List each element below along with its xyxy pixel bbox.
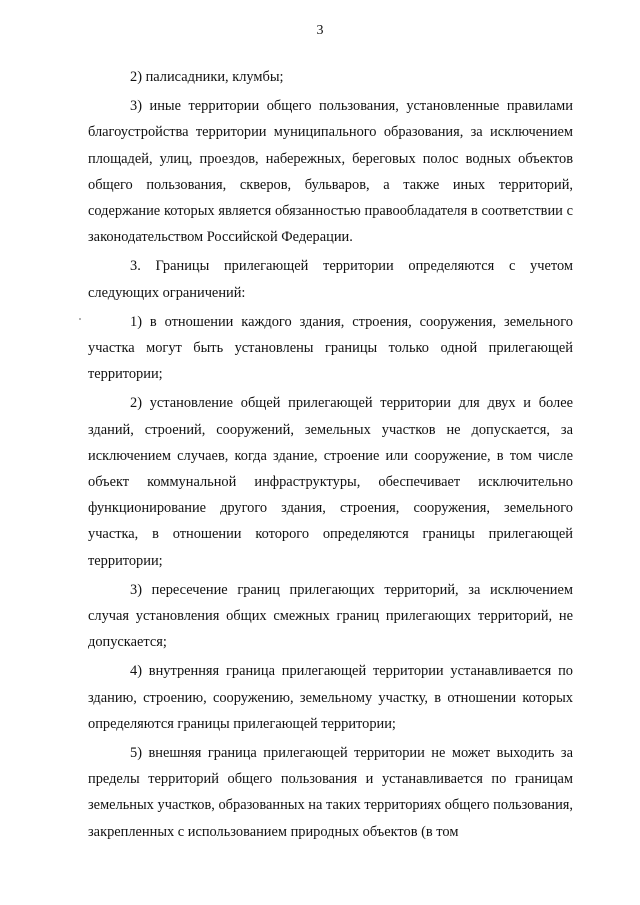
document-body — [88, 64, 573, 845]
paragraph-item-3-public-territories: 3) иные территории общего пользования, установленные правилами благоустройства территории муниципального образования, за исключением площадей, улиц, проездов, набережных, береговых полос водных объектов общего пользования, скверов, бульваров, а также иных территорий, содержание которых является обязанностью правообладателя в соответствии с законодательством Российской Федерации. — [88, 98, 573, 246]
paragraph-item-2-gardens: 2) палисадники, клумбы; — [130, 69, 284, 85]
paragraph-restriction-2: 2) установление общей прилегающей территории для двух и более зданий, строений, сооружений, земельных участков не допускается, за исключением случаев, когда здание, строение или сооружение, в том числе объект коммунальной инфраструктуры, обеспечивает исключительно функционирование другого здания, строения, сооружения, земельного участка, в отношении которого определяются границы прилегающей территории; — [88, 395, 573, 569]
paragraph-restriction-3: 3) пересечение границ прилегающих территорий, за исключением случая установления общих смежных границ прилегающих территорий, не допускается; — [88, 581, 573, 651]
scan-artifact-dot — [79, 318, 81, 320]
paragraph-restriction-4: 4) внутренняя граница прилегающей территории устанавливается по зданию, строению, сооружению, земельному участку, в отношении которых определяются границы прилегающей территории; — [88, 663, 573, 732]
paragraph-restriction-1: 1) в отношении каждого здания, строения, сооружения, земельного участка могут быть установлены границы только одной прилегающей территории; — [88, 313, 573, 383]
paragraph-restriction-5: 5) внешняя граница прилегающей территории не может выходить за пределы территорий общего пользования и устанавливается по границам земельных участков, образованных на таких территориях общего пользования, закрепленных с использованием природных объектов (в том — [88, 745, 573, 840]
page-number: 3 — [316, 23, 324, 38]
paragraph-section-3-boundaries: 3. Границы прилегающей территории определяются с учетом следующих ограничений: — [88, 258, 573, 301]
